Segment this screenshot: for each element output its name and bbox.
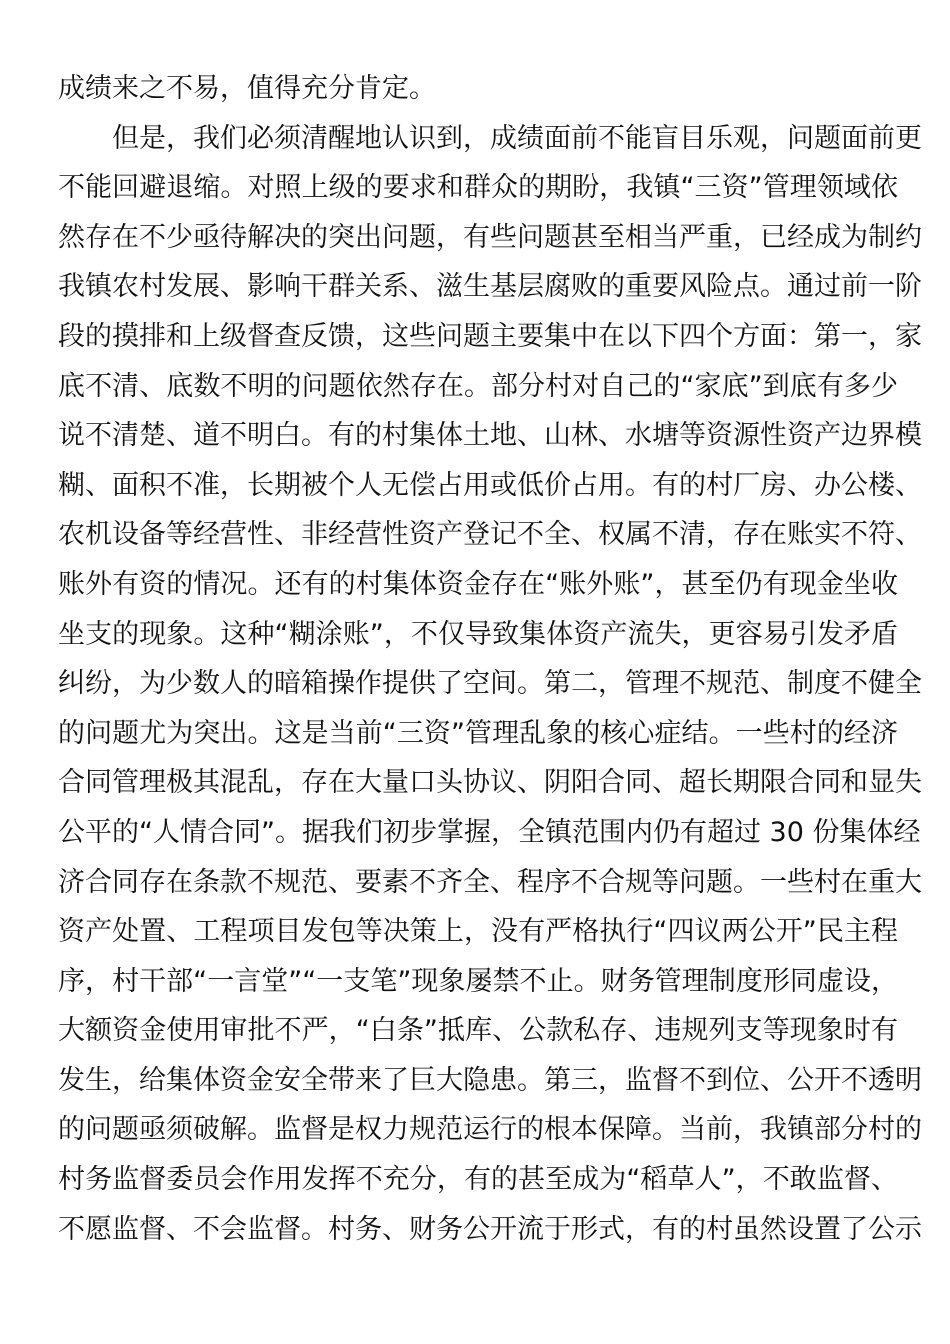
text-line: 纠纷，为少数人的暗箱操作提供了空间。第二，管理不规范、制度不健全 bbox=[58, 668, 922, 700]
text-line: 账外有资的情况。还有的村集体资金存在“账外账”，甚至仍有现金坐收 bbox=[58, 568, 898, 600]
text-line: 序，村干部“一言堂”“一支笔”现象屡禁不止。财务管理制度形同虚设， bbox=[58, 965, 898, 997]
text-line: 大额资金使用审批不严，“白条”抵库、公款私存、违规列支等现象时有 bbox=[58, 1015, 898, 1047]
text-line: 段的摸排和上级督查反馈，这些问题主要集中在以下四个方面：第一，家 bbox=[58, 320, 922, 352]
text-line: 但是，我们必须清醒地认识到，成绩面前不能盲目乐观，问题面前更 bbox=[112, 122, 922, 154]
text-line: 的问题尤为突出。这是当前“三资”管理乱象的核心症结。一些村的经济 bbox=[58, 717, 898, 749]
text-line: 糊、面积不准，长期被个人无偿占用或低价占用。有的村厂房、办公楼、 bbox=[58, 469, 922, 501]
text-line: 坐支的现象。这种“糊涂账”，不仅导致集体资产流失，更容易引发矛盾 bbox=[58, 618, 898, 650]
text-line: 不能回避退缩。对照上级的要求和群众的期盼，我镇“三资”管理领域依 bbox=[58, 172, 898, 204]
text-line: 我镇农村发展、影响干群关系、滋生基层腐败的重要风险点。通过前一阶 bbox=[58, 271, 922, 303]
text-line: 不愿监督、不会监督。村务、财务公开流于形式，有的村虽然设置了公示 bbox=[58, 1213, 922, 1245]
text-line: 底不清、底数不明的问题依然存在。部分村对自己的“家底”到底有多少 bbox=[58, 370, 898, 402]
text-line: 成绩来之不易，值得充分肯定。 bbox=[58, 73, 436, 104]
text-line: 然存在不少亟待解决的突出问题，有些问题甚至相当严重，已经成为制约 bbox=[58, 221, 922, 253]
text-line: 村务监督委员会作用发挥不充分，有的甚至成为“稻草人”，不敢监督、 bbox=[58, 1164, 898, 1196]
body-text bbox=[58, 64, 922, 1254]
text-line: 公平的“人情合同”。据我们初步掌握，全镇范围内仍有超过 30 份集体经 bbox=[58, 816, 921, 848]
text-line: 发生，给集体资金安全带来了巨大隐患。第三，监督不到位、公开不透明 bbox=[58, 1064, 922, 1096]
text-line: 农机设备等经营性、非经营性资产登记不全、权属不清，存在账实不符、 bbox=[58, 519, 922, 551]
text-line: 说不清楚、道不明白。有的村集体土地、山林、水塘等资源性资产边界模 bbox=[58, 420, 922, 452]
text-line: 合同管理极其混乱，存在大量口头协议、阴阳合同、超长期限合同和显失 bbox=[58, 767, 922, 799]
text-line: 资产处置、工程项目发包等决策上，没有严格执行“四议两公开”民主程 bbox=[58, 916, 898, 948]
text-line: 的问题亟须破解。监督是权力规范运行的根本保障。当前，我镇部分村的 bbox=[58, 1114, 922, 1146]
text-line: 济合同存在条款不规范、要素不齐全、程序不合规等问题。一些村在重大 bbox=[58, 866, 922, 898]
